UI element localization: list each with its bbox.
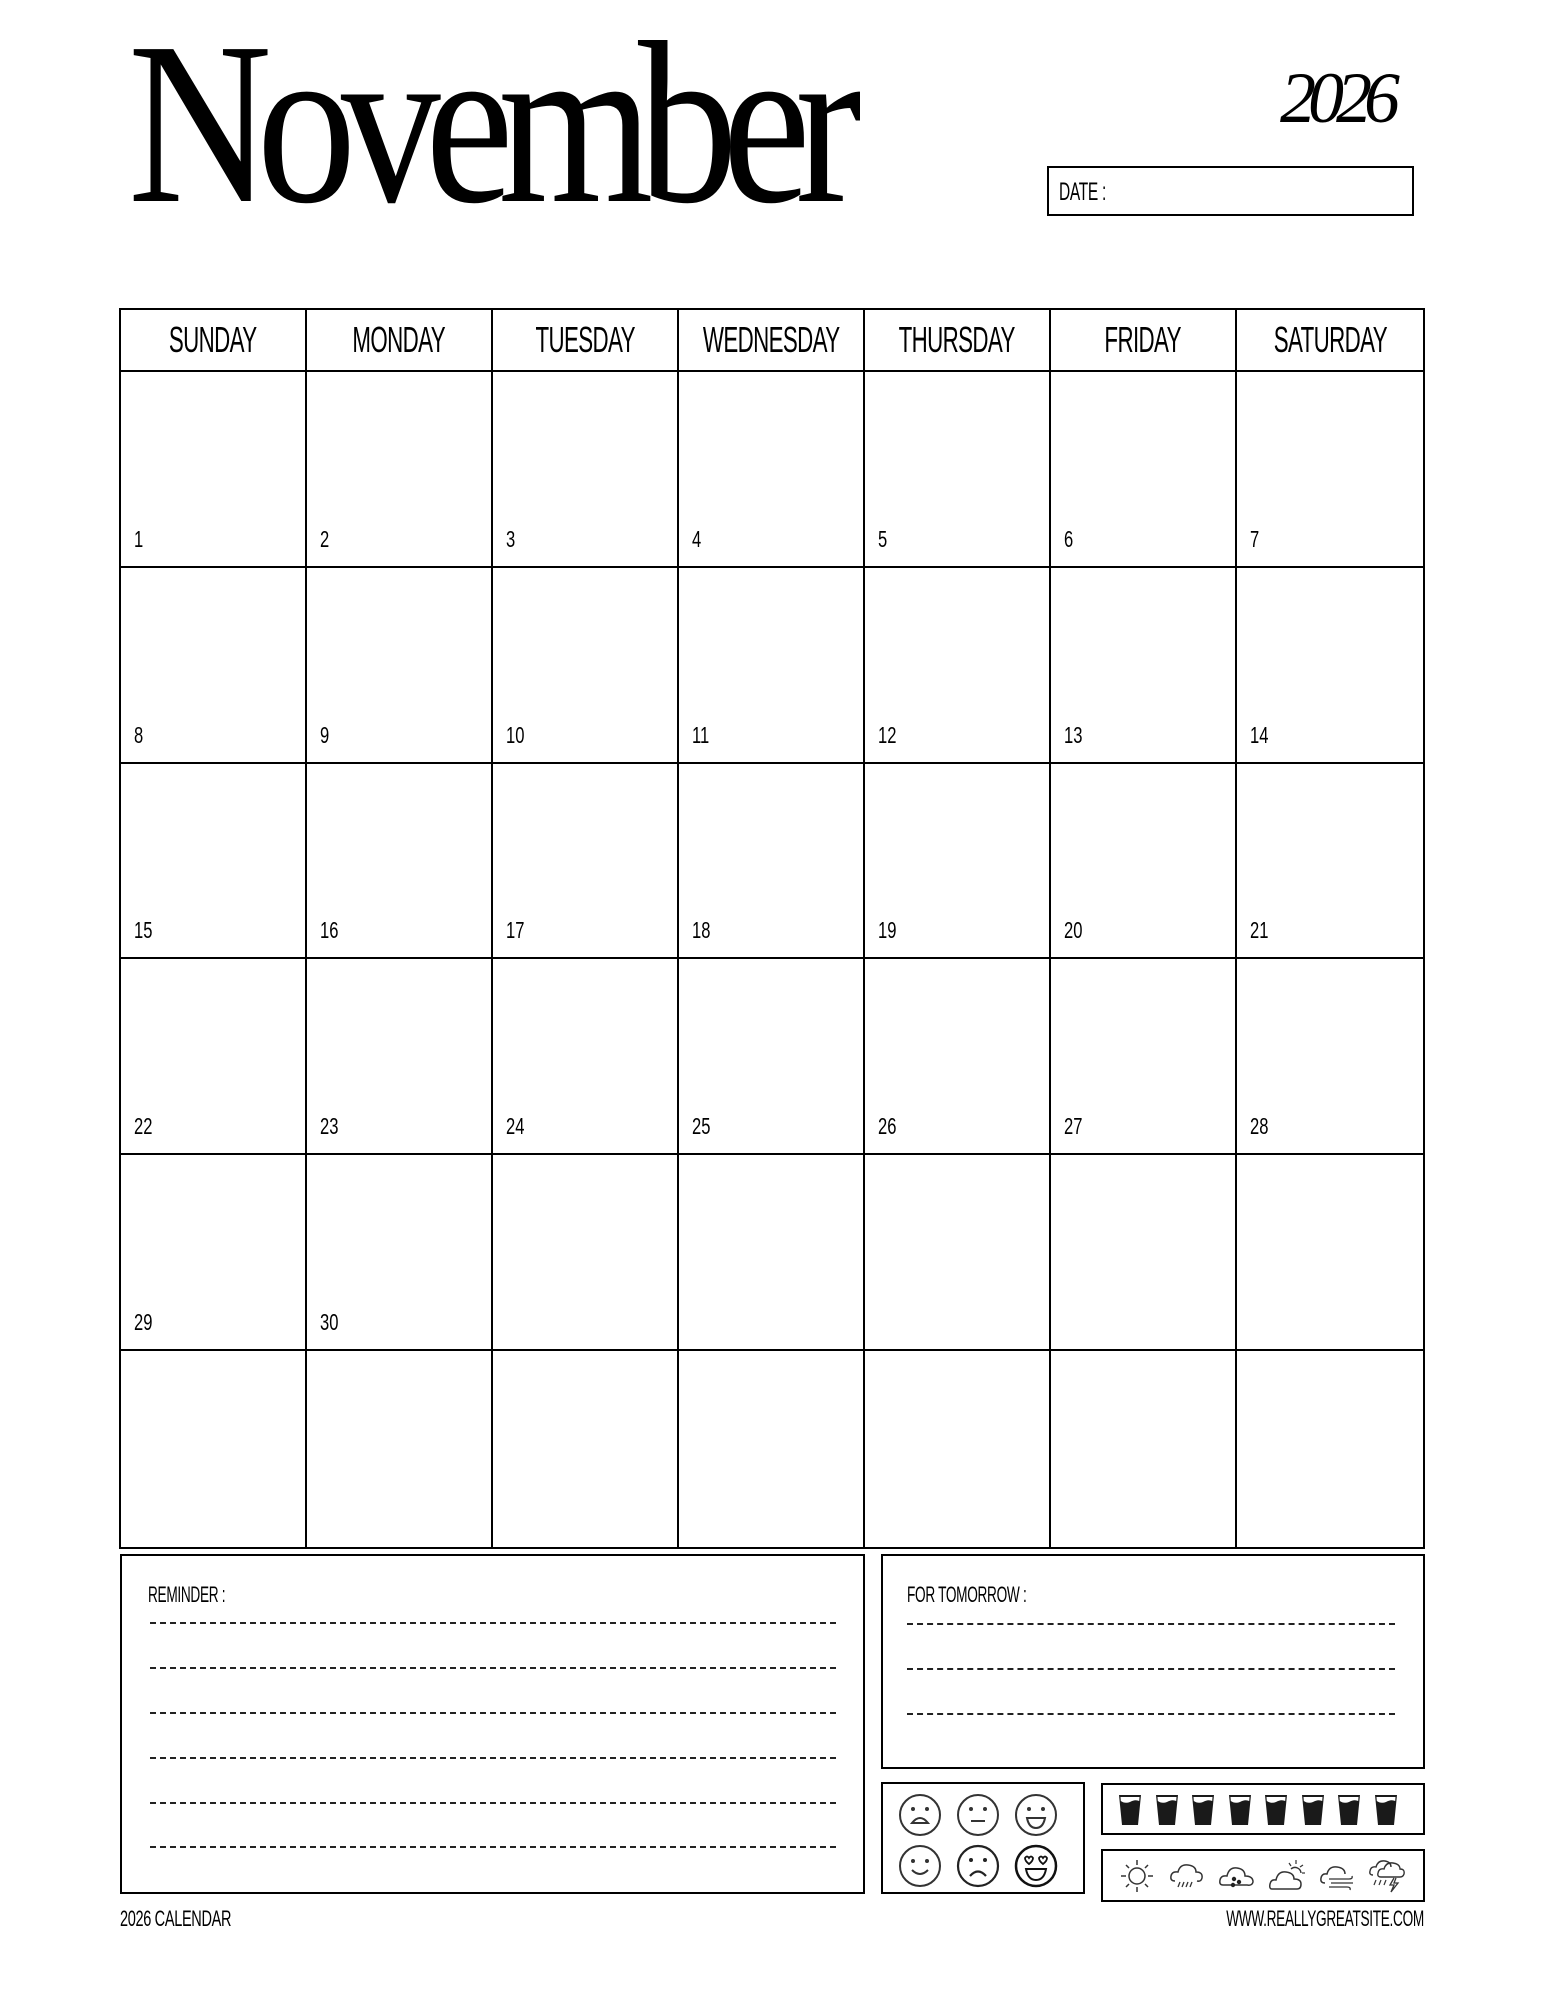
day-number: 2 [320, 525, 330, 552]
weekday-header-sunday: SUNDAY [121, 310, 307, 372]
reminder-line[interactable] [150, 1712, 836, 1714]
day-number: 25 [692, 1113, 711, 1140]
calendar-grid [119, 308, 1425, 1549]
calendar-day-cell[interactable] [1237, 1351, 1423, 1547]
calendar-day-cell[interactable] [1237, 372, 1423, 568]
day-number: 29 [134, 1309, 153, 1336]
calendar-day-cell[interactable] [493, 959, 679, 1155]
partly-cloudy-icon[interactable] [1267, 1857, 1307, 1895]
shocked-face-icon[interactable] [897, 1792, 943, 1838]
calendar-day-cell[interactable] [121, 1155, 307, 1351]
mood-tracker [881, 1782, 1085, 1894]
day-number: 1 [134, 525, 144, 552]
day-number: 11 [692, 721, 710, 748]
day-number: 23 [320, 1113, 339, 1140]
calendar-day-cell[interactable] [121, 1351, 307, 1547]
day-number: 8 [134, 721, 144, 748]
water-glass-icon[interactable] [1374, 1794, 1398, 1826]
reminder-line[interactable] [150, 1757, 836, 1759]
water-glass-icon[interactable] [1191, 1794, 1215, 1826]
day-number: 28 [1250, 1113, 1269, 1140]
calendar-day-cell[interactable] [1237, 959, 1423, 1155]
calendar-day-cell[interactable] [1051, 372, 1237, 568]
day-number: 30 [320, 1309, 339, 1336]
calendar-day-cell[interactable] [1051, 1155, 1237, 1351]
day-number: 5 [878, 525, 888, 552]
reminder-line[interactable] [150, 1846, 836, 1848]
calendar-day-cell[interactable] [1237, 568, 1423, 764]
sad-face-icon[interactable] [955, 1843, 1001, 1889]
month-title: November [128, 0, 847, 252]
year-label: 2026 [1280, 58, 1392, 138]
footer-calendar-label: 2026 CALENDAR [120, 1906, 232, 1931]
calendar-day-cell[interactable] [865, 764, 1051, 960]
day-number: 7 [1250, 525, 1260, 552]
grinning-face-icon[interactable] [1013, 1792, 1059, 1838]
water-glass-icon[interactable] [1155, 1794, 1179, 1826]
day-number: 9 [320, 721, 330, 748]
calendar-day-cell[interactable] [1051, 764, 1237, 960]
day-number: 14 [1250, 721, 1269, 748]
calendar-day-cell[interactable] [307, 959, 493, 1155]
calendar-day-cell[interactable] [307, 1351, 493, 1547]
day-number: 24 [506, 1113, 525, 1140]
reminder-line[interactable] [150, 1802, 836, 1804]
day-number: 3 [506, 525, 516, 552]
calendar-day-cell[interactable] [679, 372, 865, 568]
reminder-line[interactable] [150, 1667, 836, 1669]
calendar-day-cell[interactable] [307, 1155, 493, 1351]
water-glass-icon[interactable] [1337, 1794, 1361, 1826]
sunny-icon[interactable] [1117, 1857, 1157, 1895]
calendar-day-cell[interactable] [865, 1351, 1051, 1547]
day-number: 6 [1064, 525, 1074, 552]
rain-icon[interactable] [1167, 1857, 1207, 1895]
calendar-day-cell[interactable] [865, 372, 1051, 568]
calendar-day-cell[interactable] [1237, 764, 1423, 960]
calendar-day-cell[interactable] [679, 764, 865, 960]
day-number: 17 [506, 917, 525, 944]
windy-icon[interactable] [1317, 1857, 1357, 1895]
water-tracker [1101, 1783, 1425, 1835]
calendar-day-cell[interactable] [1051, 959, 1237, 1155]
day-number: 27 [1064, 1113, 1083, 1140]
calendar-day-cell[interactable] [307, 764, 493, 960]
calendar-day-cell[interactable] [493, 764, 679, 960]
calendar-day-cell[interactable] [307, 372, 493, 568]
weekday-header-saturday: SATURDAY [1237, 310, 1423, 372]
day-number: 18 [692, 917, 711, 944]
weekday-header-friday: FRIDAY [1051, 310, 1237, 372]
date-label: DATE : [1059, 178, 1106, 206]
weather-tracker [1101, 1849, 1425, 1902]
reminder-label: REMINDER : [148, 1582, 226, 1607]
day-number: 15 [134, 917, 153, 944]
for-tomorrow-label: FOR TOMORROW : [907, 1582, 1027, 1607]
water-glass-icon[interactable] [1264, 1794, 1288, 1826]
calendar-day-cell[interactable] [1051, 568, 1237, 764]
for-tomorrow-box[interactable] [881, 1554, 1425, 1769]
calendar-day-cell[interactable] [865, 1155, 1051, 1351]
for-tomorrow-line[interactable] [907, 1713, 1395, 1715]
day-number: 21 [1250, 917, 1269, 944]
weekday-header-tuesday: TUESDAY [493, 310, 679, 372]
neutral-face-icon[interactable] [955, 1792, 1001, 1838]
for-tomorrow-line[interactable] [907, 1623, 1395, 1625]
calendar-day-cell[interactable] [679, 959, 865, 1155]
footer-website-link[interactable]: WWW.REALLYGREATSITE.COM [1226, 1906, 1424, 1931]
day-number: 4 [692, 525, 702, 552]
smiling-face-icon[interactable] [897, 1843, 943, 1889]
day-number: 12 [878, 721, 897, 748]
calendar-day-cell[interactable] [493, 372, 679, 568]
weekday-header-thursday: THURSDAY [865, 310, 1051, 372]
weekday-header-monday: MONDAY [307, 310, 493, 372]
calendar-day-cell[interactable] [121, 959, 307, 1155]
day-number: 16 [320, 917, 339, 944]
calendar-day-cell[interactable] [865, 568, 1051, 764]
day-number: 13 [1064, 721, 1083, 748]
calendar-day-cell[interactable] [307, 568, 493, 764]
calendar-day-cell[interactable] [1237, 1155, 1423, 1351]
weekday-header-wednesday: WEDNESDAY [679, 310, 865, 372]
heart-eyes-face-icon[interactable] [1013, 1843, 1059, 1889]
reminder-box[interactable] [120, 1554, 865, 1894]
calendar-day-cell[interactable] [493, 1351, 679, 1547]
thunderstorm-icon[interactable] [1367, 1857, 1407, 1895]
day-number: 26 [878, 1113, 897, 1140]
calendar-day-cell[interactable] [493, 1155, 679, 1351]
calendar-day-cell[interactable] [679, 1351, 865, 1547]
calendar-day-cell[interactable] [1051, 1351, 1237, 1547]
calendar-day-cell[interactable] [121, 764, 307, 960]
water-glass-icon[interactable] [1118, 1794, 1142, 1826]
for-tomorrow-line[interactable] [907, 1668, 1395, 1670]
day-number: 22 [134, 1113, 153, 1140]
day-number: 20 [1064, 917, 1083, 944]
day-number: 19 [878, 917, 897, 944]
date-field[interactable] [1047, 166, 1414, 216]
hail-icon[interactable] [1217, 1857, 1257, 1895]
calendar-day-cell[interactable] [493, 568, 679, 764]
water-glass-icon[interactable] [1301, 1794, 1325, 1826]
water-glass-icon[interactable] [1228, 1794, 1252, 1826]
calendar-day-cell[interactable] [121, 568, 307, 764]
calendar-day-cell[interactable] [679, 1155, 865, 1351]
reminder-line[interactable] [150, 1622, 836, 1624]
calendar-day-cell[interactable] [121, 372, 307, 568]
day-number: 10 [506, 721, 525, 748]
calendar-day-cell[interactable] [865, 959, 1051, 1155]
calendar-day-cell[interactable] [679, 568, 865, 764]
